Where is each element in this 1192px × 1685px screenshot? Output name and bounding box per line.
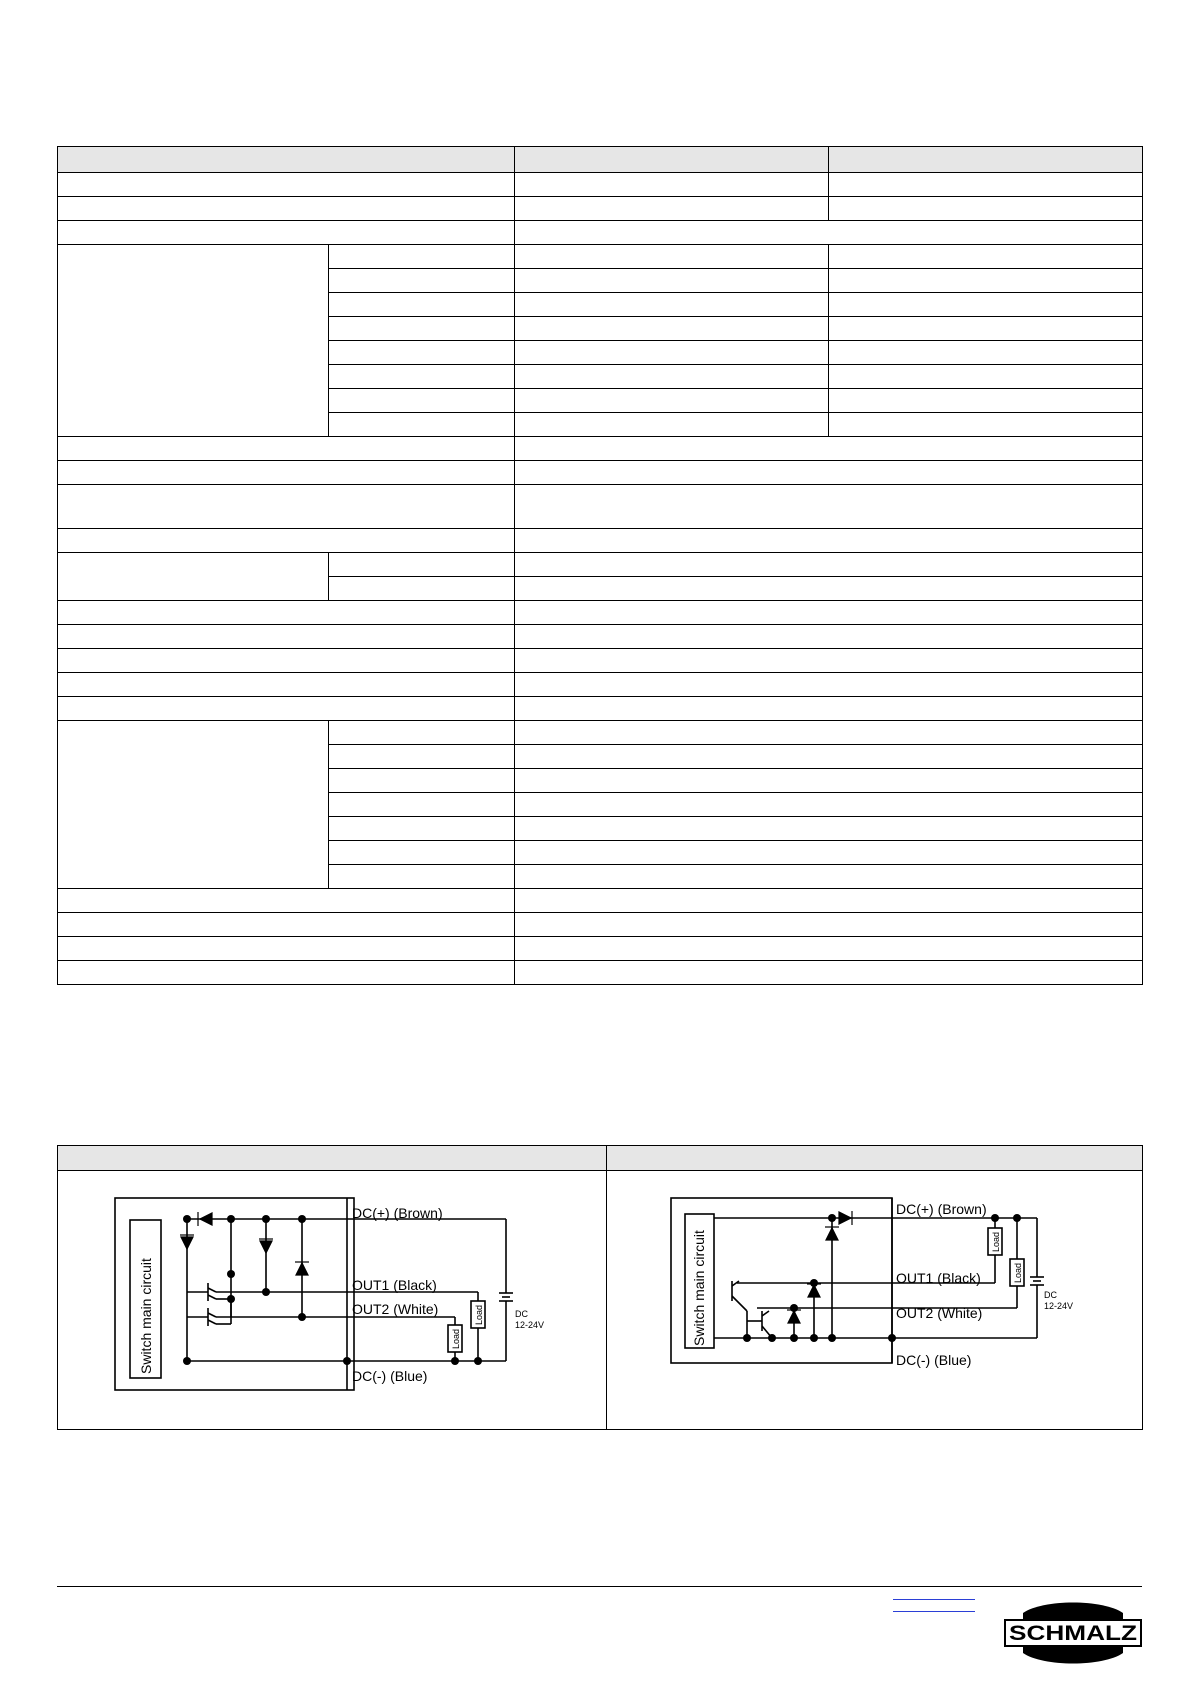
table-header-cell xyxy=(829,147,1143,173)
table-row xyxy=(58,173,1143,197)
load-label: Load xyxy=(451,1328,461,1349)
table-row xyxy=(58,889,1143,913)
dc-plus-label: DC(+) (Brown) xyxy=(896,1201,987,1217)
load-label: Load xyxy=(474,1304,484,1325)
table-row xyxy=(58,961,1143,985)
supply-voltage-label: 12-24V xyxy=(1044,1301,1074,1311)
wiring-diagram-table xyxy=(57,1145,1143,1430)
link-underline xyxy=(893,1599,975,1600)
table-row xyxy=(58,529,1143,553)
link-underline xyxy=(893,1611,975,1612)
circuit-diagram-left xyxy=(58,1171,606,1429)
dc-minus-label: DC(-) (Blue) xyxy=(352,1368,428,1384)
footer-divider xyxy=(57,1586,1142,1587)
wiring-header-cell xyxy=(58,1146,607,1171)
table-row xyxy=(58,601,1143,625)
supply-voltage-label: 12-24V xyxy=(515,1320,545,1330)
out1-label: OUT1 (Black) xyxy=(352,1277,437,1293)
table-row xyxy=(58,485,1143,529)
table-row xyxy=(58,937,1143,961)
logo-text: SCHMALZ xyxy=(1009,1622,1138,1645)
switch-main-circuit-label: Switch main circuit xyxy=(138,1258,154,1374)
wiring-cell-left xyxy=(58,1171,607,1430)
wiring-header-row xyxy=(58,1146,1143,1171)
table-row xyxy=(58,625,1143,649)
dc-plus-label: DC(+) (Brown) xyxy=(352,1205,443,1221)
wiring-cell-right xyxy=(607,1171,1143,1430)
wiring-row xyxy=(58,1171,1143,1430)
out2-label: OUT2 (White) xyxy=(896,1305,983,1321)
supply-label: DC xyxy=(1044,1290,1057,1300)
table-row xyxy=(58,697,1143,721)
out1-label: OUT1 (Black) xyxy=(896,1270,981,1286)
table-row xyxy=(58,245,1143,269)
specifications-table xyxy=(57,146,1143,985)
table-row xyxy=(58,721,1143,745)
table-header-cell xyxy=(515,147,829,173)
table-header-cell xyxy=(58,147,515,173)
table-row xyxy=(58,913,1143,937)
table-row xyxy=(58,197,1143,221)
footer-link[interactable] xyxy=(893,1599,975,1613)
table-row xyxy=(58,221,1143,245)
circuit-diagram-right xyxy=(607,1171,1142,1429)
table-row xyxy=(58,649,1143,673)
dc-minus-label: DC(-) (Blue) xyxy=(896,1352,972,1368)
table-row xyxy=(58,673,1143,697)
table-row xyxy=(58,461,1143,485)
load-label: Load xyxy=(1013,1262,1023,1283)
out2-label: OUT2 (White) xyxy=(352,1301,439,1317)
load-label: Load xyxy=(991,1231,1001,1252)
supply-label: DC xyxy=(515,1309,528,1319)
switch-main-circuit-label: Switch main circuit xyxy=(691,1230,707,1346)
table-header-row xyxy=(58,147,1143,173)
wiring-header-cell xyxy=(607,1146,1143,1171)
schmalz-logo xyxy=(1003,1595,1143,1671)
table-row xyxy=(58,437,1143,461)
table-row xyxy=(58,553,1143,577)
